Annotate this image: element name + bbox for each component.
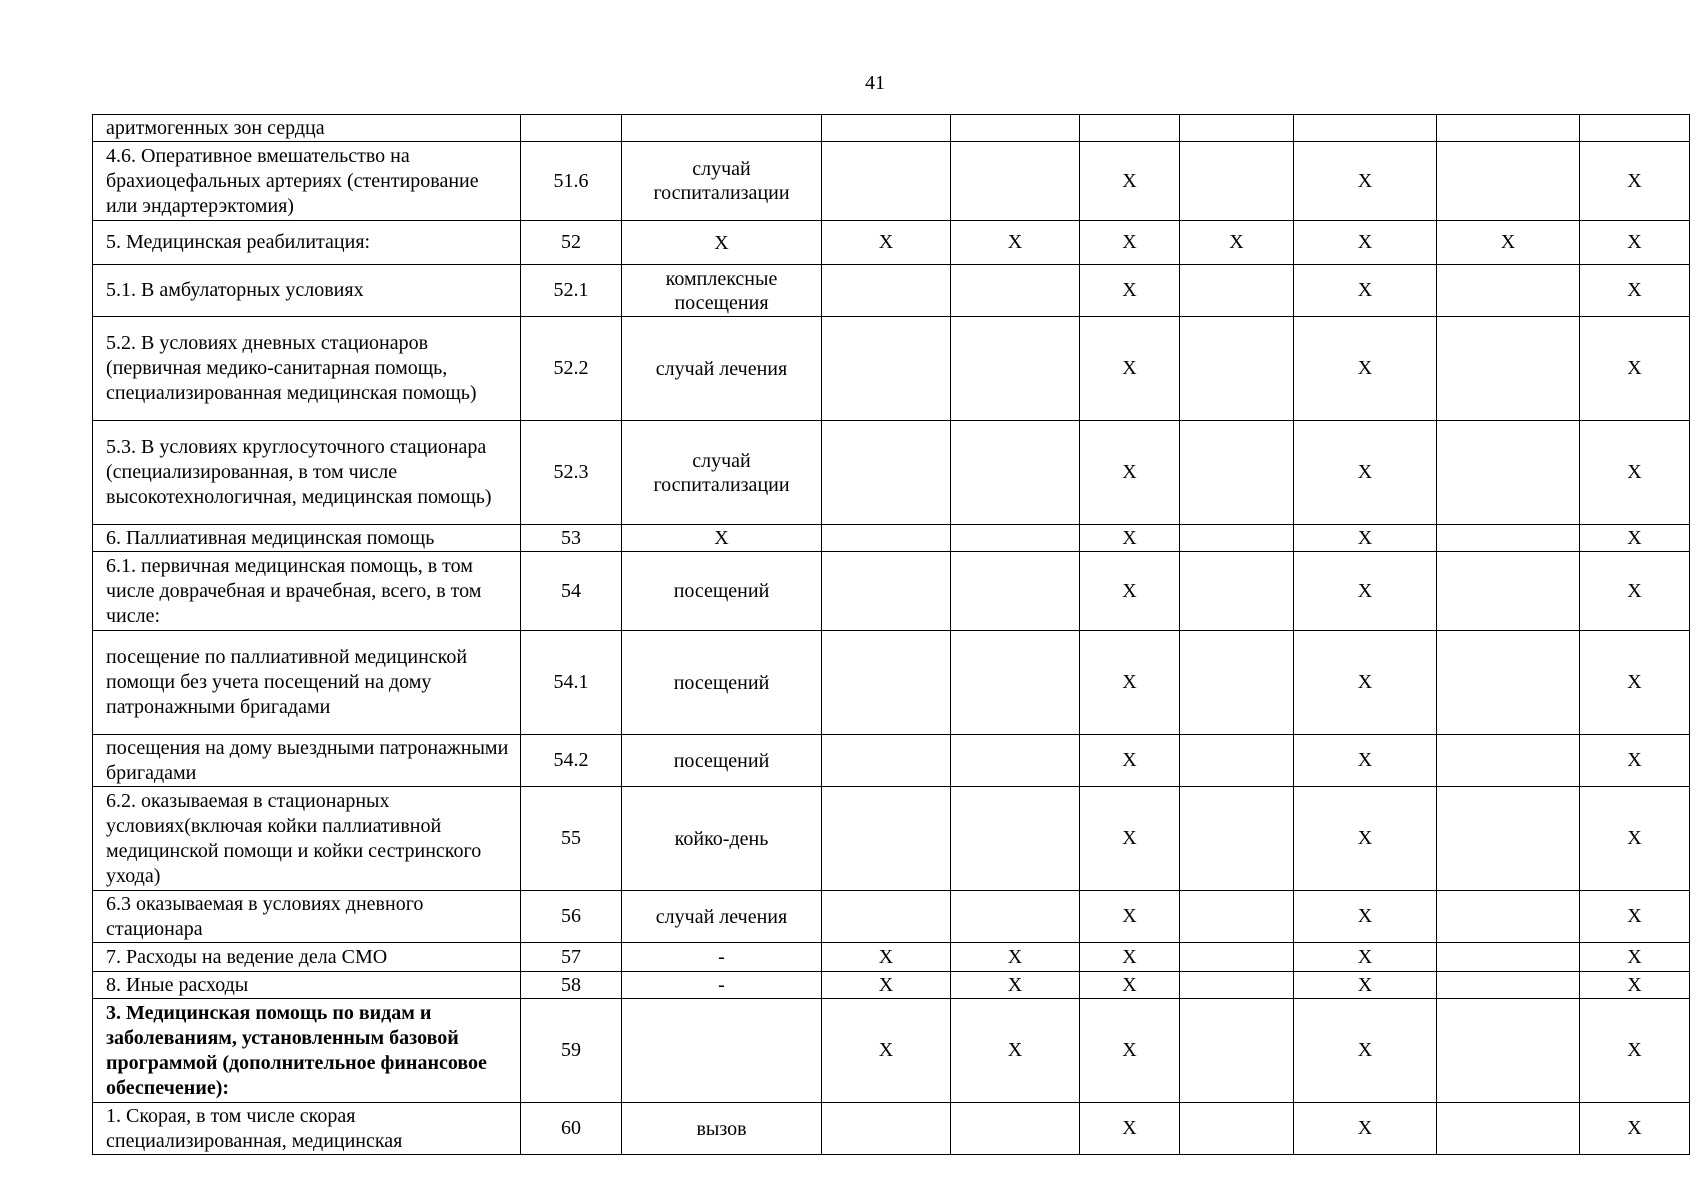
row-value-cell-c1: X [822,221,951,265]
row-value-cell-c3: X [1080,317,1180,421]
row-value-cell-c7: X [1580,999,1690,1103]
row-unit-cell: случай госпитализации [622,142,822,221]
row-name-cell: посещения на дому выездными патронажными бригадами [93,735,521,787]
row-value-cell-c3: X [1080,972,1180,999]
row-value-cell-c6 [1437,787,1580,891]
row-value-cell-c2 [951,115,1080,142]
row-value-cell-c1 [822,115,951,142]
row-value-cell-c2: X [951,221,1080,265]
row-value-cell-c2 [951,787,1080,891]
row-value-cell-c7: X [1580,943,1690,972]
page-number: 41 [865,72,885,94]
row-value-cell-c4 [1180,265,1294,317]
row-value-cell-c3: X [1080,735,1180,787]
row-unit-cell: - [622,943,822,972]
row-value-cell-c7: X [1580,1103,1690,1155]
row-value-cell-c2 [951,735,1080,787]
row-unit-cell: X [622,525,822,552]
row-value-cell-c1 [822,265,951,317]
row-value-cell-c7: X [1580,221,1690,265]
row-unit-cell: X [622,221,822,265]
row-value-cell-c4 [1180,1103,1294,1155]
row-value-cell-c2: X [951,943,1080,972]
table-row [93,735,1690,787]
row-value-cell-c4 [1180,787,1294,891]
row-code-cell [521,115,622,142]
row-unit-cell: случай лечения [622,891,822,943]
row-value-cell-c3: X [1080,891,1180,943]
row-value-cell-c3: X [1080,552,1180,631]
row-name-cell: 7. Расходы на ведение дела СМО [93,943,521,972]
row-value-cell-c1: X [822,943,951,972]
row-name-cell: 5. Медицинская реабилитация: [93,221,521,265]
row-value-cell-c7: X [1580,631,1690,735]
row-name-cell: 6.3 оказываемая в условиях дневного стационара [93,891,521,943]
row-name-cell: 6. Паллиативная медицинская помощь [93,525,521,552]
row-value-cell-c1: X [822,999,951,1103]
row-value-cell-c4 [1180,421,1294,525]
row-value-cell-c1 [822,891,951,943]
row-value-cell-c5: X [1294,552,1437,631]
row-unit-cell: вызов [622,1103,822,1155]
row-value-cell-c5: X [1294,891,1437,943]
row-value-cell-c7: X [1580,142,1690,221]
row-value-cell-c1 [822,525,951,552]
row-unit-cell: случай лечения [622,317,822,421]
table-row [93,891,1690,943]
row-value-cell-c7: X [1580,735,1690,787]
row-value-cell-c3: X [1080,943,1180,972]
table-row [93,525,1690,552]
row-value-cell-c1 [822,142,951,221]
table-row [93,999,1690,1103]
row-value-cell-c6 [1437,142,1580,221]
row-unit-cell: посещений [622,631,822,735]
row-code-cell: 56 [521,891,622,943]
table-row [93,1103,1690,1155]
row-value-cell-c5: X [1294,735,1437,787]
row-value-cell-c7: X [1580,265,1690,317]
row-value-cell-c5: X [1294,999,1437,1103]
table-row [93,317,1690,421]
row-value-cell-c6 [1437,943,1580,972]
row-code-cell: 52.3 [521,421,622,525]
row-value-cell-c1 [822,1103,951,1155]
row-value-cell-c2 [951,142,1080,221]
row-value-cell-c1 [822,631,951,735]
row-value-cell-c5: X [1294,943,1437,972]
row-name-cell: 5.1. В амбулаторных условиях [93,265,521,317]
table-row [93,631,1690,735]
row-value-cell-c7: X [1580,421,1690,525]
row-value-cell-c6 [1437,891,1580,943]
row-value-cell-c7: X [1580,552,1690,631]
row-value-cell-c4 [1180,115,1294,142]
table-row [93,421,1690,525]
table-row [93,552,1690,631]
row-value-cell-c3 [1080,115,1180,142]
row-value-cell-c4: X [1180,221,1294,265]
table-row [93,787,1690,891]
row-code-cell: 59 [521,999,622,1103]
table-row [93,142,1690,221]
row-value-cell-c2: X [951,972,1080,999]
row-unit-cell: - [622,972,822,999]
row-value-cell-c4 [1180,972,1294,999]
row-unit-cell: случай госпитализации [622,421,822,525]
row-value-cell-c6 [1437,631,1580,735]
row-value-cell-c3: X [1080,999,1180,1103]
row-code-cell: 58 [521,972,622,999]
row-unit-cell: комплексные посещения [622,265,822,317]
row-value-cell-c2: X [951,999,1080,1103]
row-value-cell-c6 [1437,1103,1580,1155]
row-value-cell-c3: X [1080,265,1180,317]
row-unit-cell: койко-день [622,787,822,891]
row-value-cell-c7: X [1580,787,1690,891]
row-name-cell: 6.1. первичная медицинская помощь, в том числе доврачебная и врачебная, всего, в том числе: [93,552,521,631]
row-value-cell-c6 [1437,525,1580,552]
row-value-cell-c1: X [822,972,951,999]
row-code-cell: 54.1 [521,631,622,735]
row-value-cell-c5: X [1294,1103,1437,1155]
row-value-cell-c4 [1180,317,1294,421]
row-value-cell-c6 [1437,265,1580,317]
row-value-cell-c2 [951,317,1080,421]
row-name-cell: 4.6. Оперативное вмешательство на брахиоцефальных артериях (стентирование или эндартерэктомия) [93,142,521,221]
table-row [93,972,1690,999]
row-value-cell-c7: X [1580,317,1690,421]
row-value-cell-c2 [951,265,1080,317]
row-value-cell-c6 [1437,735,1580,787]
row-value-cell-c4 [1180,142,1294,221]
row-value-cell-c7: X [1580,891,1690,943]
row-value-cell-c2 [951,631,1080,735]
table-row [93,221,1690,265]
row-code-cell: 52 [521,221,622,265]
row-value-cell-c1 [822,735,951,787]
row-code-cell: 51.6 [521,142,622,221]
row-value-cell-c5: X [1294,421,1437,525]
row-value-cell-c4 [1180,735,1294,787]
row-name-cell: аритмогенных зон сердца [93,115,521,142]
table-row [93,265,1690,317]
row-name-cell: 8. Иные расходы [93,972,521,999]
row-value-cell-c5: X [1294,787,1437,891]
row-value-cell-c2 [951,891,1080,943]
row-value-cell-c6 [1437,115,1580,142]
row-value-cell-c3: X [1080,421,1180,525]
row-value-cell-c6: X [1437,221,1580,265]
row-value-cell-c2 [951,1103,1080,1155]
row-value-cell-c5: X [1294,221,1437,265]
row-value-cell-c3: X [1080,525,1180,552]
row-value-cell-c5: X [1294,265,1437,317]
row-value-cell-c7: X [1580,525,1690,552]
row-value-cell-c3: X [1080,631,1180,735]
row-value-cell-c6 [1437,972,1580,999]
row-value-cell-c2 [951,552,1080,631]
row-value-cell-c3: X [1080,142,1180,221]
row-value-cell-c2 [951,421,1080,525]
row-value-cell-c4 [1180,891,1294,943]
row-value-cell-c1 [822,421,951,525]
data-table [92,114,1690,1155]
row-name-cell: 5.3. В условиях круглосуточного стационара (специализированная, в том числе высокотехнологичная, медицинская помощь) [93,421,521,525]
row-code-cell: 60 [521,1103,622,1155]
row-code-cell: 52.2 [521,317,622,421]
row-value-cell-c3: X [1080,1103,1180,1155]
row-name-cell: 3. Медицинская помощь по видам и заболеваниям, установленным базовой программой (дополнительное финансовое обеспечение): [93,999,521,1103]
row-code-cell: 57 [521,943,622,972]
row-value-cell-c4 [1180,631,1294,735]
row-code-cell: 54 [521,552,622,631]
row-value-cell-c7: X [1580,972,1690,999]
row-value-cell-c4 [1180,552,1294,631]
row-value-cell-c6 [1437,421,1580,525]
row-code-cell: 53 [521,525,622,552]
row-code-cell: 54.2 [521,735,622,787]
row-value-cell-c6 [1437,317,1580,421]
row-unit-cell [622,115,822,142]
row-name-cell: 1. Скорая, в том числе скорая специализированная, медицинская [93,1103,521,1155]
row-value-cell-c5: X [1294,317,1437,421]
row-name-cell: 6.2. оказываемая в стационарных условиях(включая койки паллиативной медицинской помощи и койки сестринского ухода) [93,787,521,891]
row-value-cell-c4 [1180,943,1294,972]
table-row [93,115,1690,142]
row-value-cell-c1 [822,552,951,631]
row-value-cell-c1 [822,787,951,891]
row-code-cell: 55 [521,787,622,891]
row-value-cell-c4 [1180,525,1294,552]
row-value-cell-c6 [1437,552,1580,631]
row-code-cell: 52.1 [521,265,622,317]
row-unit-cell: посещений [622,735,822,787]
row-name-cell: 5.2. В условиях дневных стационаров (первичная медико-санитарная помощь, специализированная медицинская помощь) [93,317,521,421]
row-name-cell: посещение по паллиативной медицинской помощи без учета посещений на дому патронажными бригадами [93,631,521,735]
row-value-cell-c3: X [1080,221,1180,265]
table-row [93,943,1690,972]
row-value-cell-c5: X [1294,142,1437,221]
row-value-cell-c2 [951,525,1080,552]
row-value-cell-c4 [1180,999,1294,1103]
row-value-cell-c5: X [1294,525,1437,552]
row-value-cell-c6 [1437,999,1580,1103]
row-value-cell-c1 [822,317,951,421]
row-value-cell-c5: X [1294,972,1437,999]
row-unit-cell [622,999,822,1103]
row-unit-cell: посещений [622,552,822,631]
row-value-cell-c7 [1580,115,1690,142]
row-value-cell-c5: X [1294,631,1437,735]
row-value-cell-c3: X [1080,787,1180,891]
row-value-cell-c5 [1294,115,1437,142]
